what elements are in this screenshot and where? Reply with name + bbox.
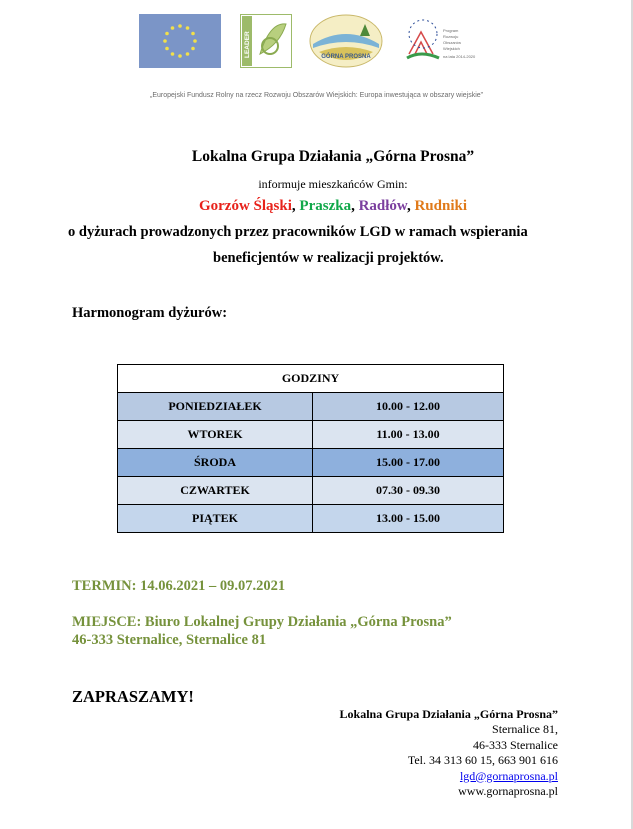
eu-fund-caption: „Europejski Fundusz Rolny na rzecz Rozwoju Obszarów Wiejskich: Europa inwestująca w obszary wiejskie” — [149, 92, 484, 99]
eu-star — [193, 39, 197, 43]
description-line-1: o dyżurach prowadzonych przez pracowników LGD w ramach wspierania — [68, 224, 528, 240]
table-row — [118, 421, 504, 449]
gminas-line: Gorzów Śląski, Praszka, Radłów, Rudniki — [198, 198, 467, 214]
eu-star — [191, 32, 195, 36]
day-cell: ŚRODA — [118, 449, 313, 477]
eu-star — [178, 54, 182, 58]
logo-bar — [0, 14, 633, 70]
eu-flag-logo — [139, 14, 221, 68]
eu-star — [186, 26, 190, 30]
closing-text: ZAPRASZAMY! — [72, 687, 194, 706]
eu-star — [171, 26, 175, 30]
eu-star — [178, 24, 182, 28]
table-row — [118, 477, 504, 505]
eu-star — [171, 52, 175, 56]
prow-logo — [399, 14, 489, 68]
table-row — [118, 505, 504, 533]
day-cell: PIĄTEK — [118, 505, 313, 533]
schedule-header-cell: GODZINY — [118, 365, 504, 393]
description-line-2: beneficjentów w realizacji projektów. — [213, 250, 444, 266]
eu-star — [186, 52, 190, 56]
footer-org: Lokalna Grupa Działania „Górna Prosna” — [339, 707, 558, 721]
hours-cell: 10.00 - 12.00 — [313, 393, 504, 421]
hours-cell: 11.00 - 13.00 — [313, 421, 504, 449]
page-title: Lokalna Grupa Działania „Górna Prosna” — [191, 148, 475, 165]
schedule-table — [117, 364, 504, 533]
footer-phone: Tel. 34 313 60 15, 663 901 616 — [407, 753, 558, 768]
schedule-header-row — [118, 365, 504, 393]
email-link[interactable]: lgd@gornaprosna.pl — [459, 768, 558, 783]
gmina-rudniki: Rudniki — [414, 198, 467, 214]
termin-line: TERMIN: 14.06.2021 – 09.07.2021 — [72, 578, 286, 594]
svg-text:GÓRNA PROSNA: GÓRNA PROSNA — [321, 54, 371, 60]
schedule-heading: Harmonogram dyżurów: — [72, 305, 228, 321]
gmina-radlow: Radłów — [358, 198, 407, 214]
eu-star — [165, 32, 169, 36]
leader-logo — [240, 14, 292, 68]
table-row — [118, 449, 504, 477]
gmina-gorzow: Gorzów Śląski — [198, 198, 292, 214]
eu-star — [165, 47, 169, 51]
gmina-praszka: Praszka — [299, 198, 352, 214]
gorna-prosna-logo — [309, 14, 383, 68]
footer-website[interactable]: www.gornaprosna.pl — [458, 784, 558, 799]
eu-star — [191, 47, 195, 51]
day-cell: PONIEDZIAŁEK — [118, 393, 313, 421]
svg-text:Program Rozwoju Ob: Program Rozwoju Obszarów Wiejskich na lata 2014-2020 — [443, 28, 476, 59]
day-cell: CZWARTEK — [118, 477, 313, 505]
miejsce-line-1: MIEJSCE: Biuro Lokalnej Grupy Działania „Górna Prosna” — [72, 614, 452, 630]
table-row — [118, 393, 504, 421]
informs-line: informuje mieszkańców Gmin: — [258, 177, 408, 191]
day-cell: WTOREK — [118, 421, 313, 449]
footer-address-1: Sternalice 81, — [492, 722, 558, 737]
contact-footer — [340, 707, 558, 799]
eu-star — [163, 39, 167, 43]
hours-cell: 13.00 - 15.00 — [313, 505, 504, 533]
svg-text:LEADER: LEADER — [244, 31, 251, 58]
miejsce-line-2: 46-333 Sternalice, Sternalice 81 — [72, 632, 267, 648]
footer-address-2: 46-333 Sternalice — [473, 737, 558, 752]
hours-cell: 15.00 - 17.00 — [313, 449, 504, 477]
hours-cell: 07.30 - 09.30 — [313, 477, 504, 505]
